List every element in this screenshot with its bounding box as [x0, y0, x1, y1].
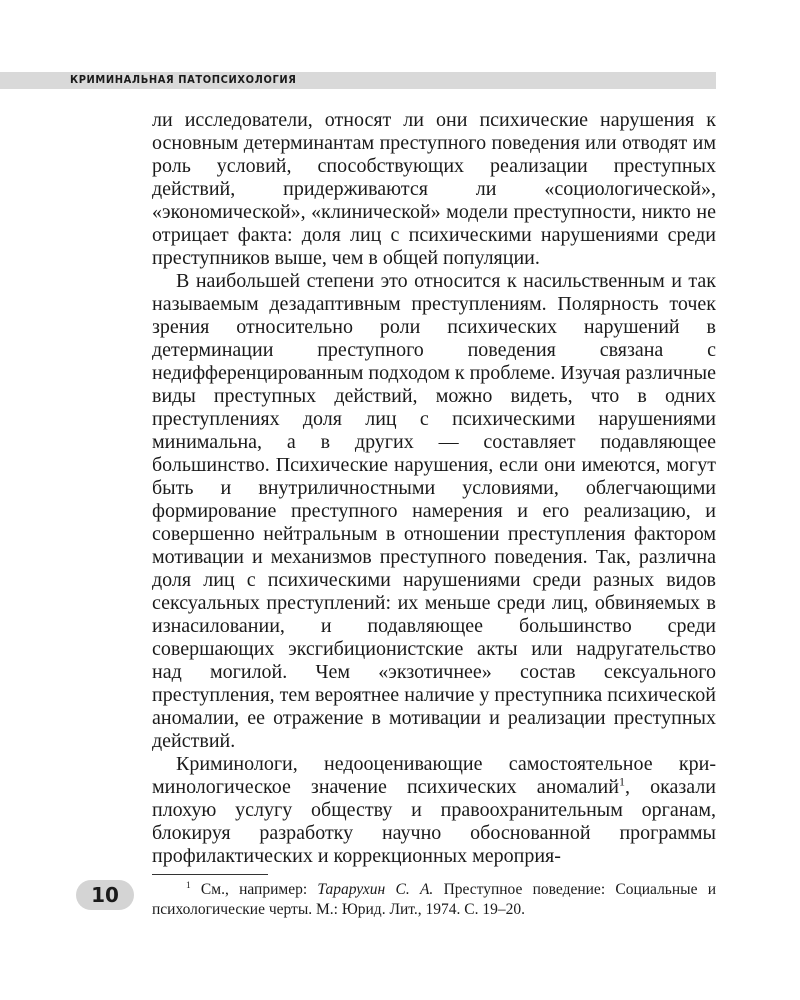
footnote-marker: 1: [186, 880, 191, 891]
footnote-text-before: См., например:: [200, 881, 318, 898]
paragraph-1: ли исследователи, относят ли они психические нарушения к основным детерминантам преступного поведения или отводят им роль условий, способствующих реализации преступных действий, придерживаются ли «социологической», «экономической», «клинической» модели преступности, никто не отрицает факта: доля лиц с психическими нарушениями среди преступников выше, чем в общей популяции.: [152, 109, 716, 269]
main-text: [152, 109, 716, 868]
footnote: [152, 880, 716, 920]
paragraph-3-text-end: , оказали плохую услугу обществу и правоохранительным органам, блокируя разработку научно обоснованной программы профилактических и коррекционных мероприя-: [152, 776, 716, 867]
page-number: 10: [91, 883, 119, 907]
paragraph-3-text-start: Криминологи, недооценивающие самостоятельное криминологическое значение психических аномалий: [152, 753, 716, 798]
paragraph-3: [152, 753, 716, 868]
footnote-author: Тарарухин С. А.: [317, 881, 434, 898]
paragraph-2: В наибольшей степени это относится к насильственным и так называемым дезадаптивным преступлениям. Полярность точек зрения относительно роли психических нарушений в детерминации преступного поведения связана с недифференцированным подходом к проблеме. Изучая различные виды преступных действий, можно видеть, что в одних преступлениях доля лиц с психическими нарушениями минимальна, а в других — составляет подавляющее большинство. Психические нарушения, если они имеются, могут быть и внутриличностными условиями, облегчающими формирование преступного намерения и его реализацию, и совершенно нейтральным в отношении преступления фактором мотивации и механизмов преступного поведения. Так, различна доля лиц с психическими нарушениями среди разных видов сексуальных преступлений: их меньше среди лиц, обвиняемых в изнасиловании, и подавляющее большинство среди совершающих эксгибиционистские акты или надругательство над могилой. Чем «экзотичнее» состав сексуального преступления, тем вероятнее наличие у преступника психической аномалии, ее отражение в мотивации и реализации преступных действий.: [152, 270, 716, 752]
running-header-title: КРИМИНАЛЬНАЯ ПАТОПСИХОЛОГИЯ: [70, 73, 297, 86]
page-number-badge: [76, 880, 134, 910]
footnote-text-after: Преступное поведение: Социальные и психологические черты. М.: Юрид. Лит., 1974. С. 19–20.: [152, 881, 717, 918]
footnote-divider: [152, 874, 268, 875]
footnote-reference[interactable]: 1: [618, 774, 625, 789]
